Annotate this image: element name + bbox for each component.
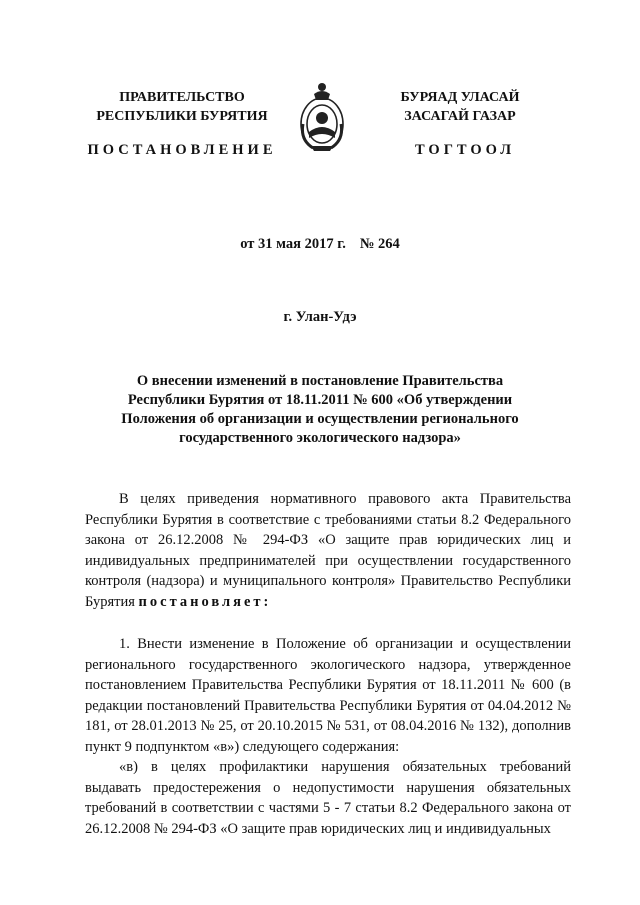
subject-line-2: Республики Бурятия от 18.11.2011 № 600 «Об утверждении xyxy=(127,392,513,408)
subject-line-3: Положения об организации и осуществлении регионального xyxy=(121,411,519,427)
header-left-line2: РЕСПУБЛИКИ БУРЯТИЯ xyxy=(96,109,268,124)
header-right-line2: ЗАСАГАЙ ГАЗАР xyxy=(404,109,516,124)
preamble-text: В целях приведения нормативного правового акта Правительства Республики Бурятия в соответствие с требованиями статьи 8.2 Федерального закона от 26.12.2008 № 294-ФЗ «О защите прав юридических лиц и индивидуальных предпринимателей при осуществлении государственного контроля (надзора) и муниципального контроля» Правительство Республики Бурятия xyxy=(85,491,571,610)
resolves-keyword: постановляет: xyxy=(138,593,272,610)
document-number: № 264 xyxy=(359,236,400,252)
header-left xyxy=(92,88,272,126)
preamble-paragraph xyxy=(85,489,571,613)
header-left-line1: ПРАВИТЕЛЬСТВО xyxy=(119,90,245,105)
subject-line-1: О внесении изменений в постановление Правительства xyxy=(136,373,504,389)
subject-line-4: государственного экологического надзора» xyxy=(179,430,461,446)
document-type-bua: ТОГТООЛ xyxy=(414,142,516,158)
clause-1-paragraph: 1. Внести изменение в Положение об организации и осуществлении регионального государственного экологического надзора, утвержденное постановлением Правительства Республики Бурятия от 18.11.2011 № 600 (в редакции постановлений Правительства Республики Бурятия от 04.04.2012 № 181, от 28.01.2013 № 25, от 20.10.2015 № 531, от 08.04.2016 № 132), дополнив пункт 9 подпунктом «в») следующего содержания: xyxy=(85,636,571,755)
document-date: от 31 мая 2017 г. xyxy=(240,236,346,252)
document-subject xyxy=(110,372,530,448)
coat-of-arms-icon xyxy=(297,80,347,156)
document-type-ru: ПОСТАНОВЛЕНИЕ xyxy=(87,142,277,158)
subclause-v-paragraph: «в) в целях профилактики нарушения обязательных требований выдавать предостережения о недопустимости нарушения обязательных требований в соответствии с частями 5 - 7 статьи 8.2 Федерального закона от 26.12.2008 № 294-ФЗ «О защите прав юридических лиц и индивидуальных xyxy=(85,759,571,837)
header-right xyxy=(380,88,540,126)
header-right-line1: БУРЯАД УЛАСАЙ xyxy=(400,90,520,105)
date-number-line xyxy=(0,236,640,253)
city: г. Улан-Удэ xyxy=(283,309,357,325)
